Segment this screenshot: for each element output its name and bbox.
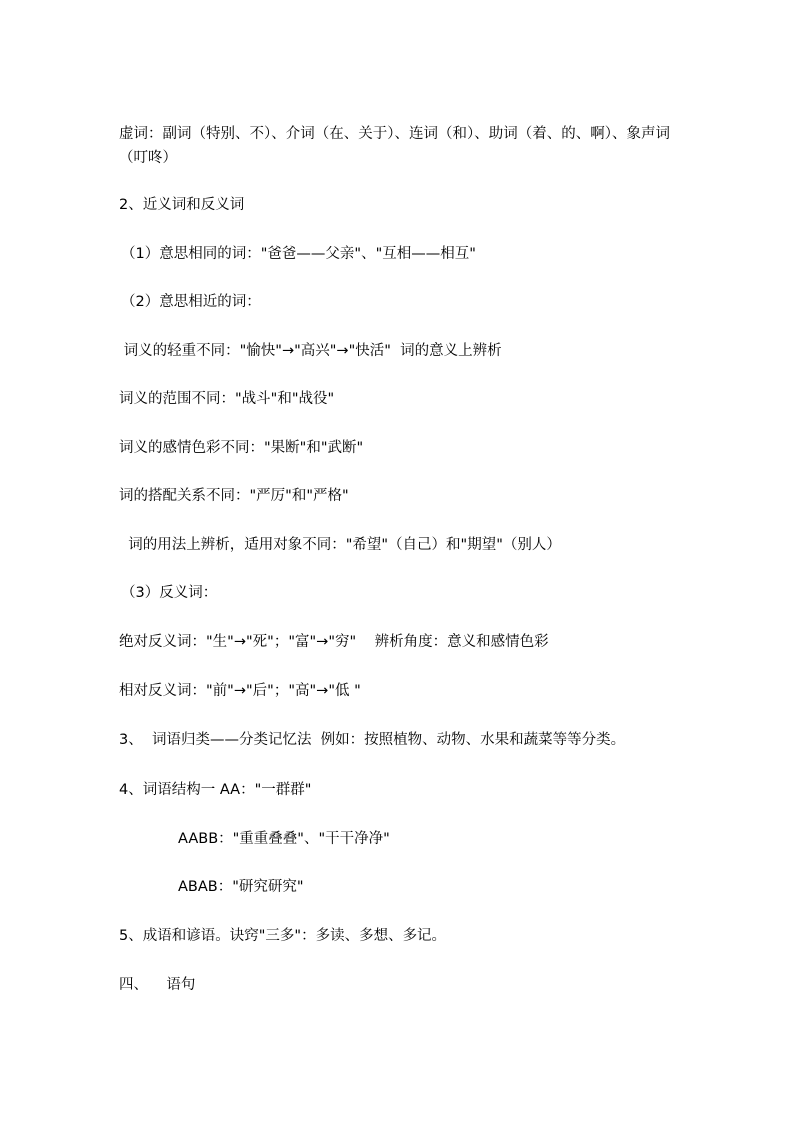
function-words-paragraph: 虚词：副词（特别、不）、介词（在、关于）、连词（和）、助词（着、的、啊）、象声词（叮咚） — [119, 126, 670, 166]
idioms-proverbs-line: 5、成语和谚语。诀窍"三多"：多读、多想、多记。 — [119, 928, 447, 944]
section-heading-sentences: 四、 语句 — [119, 977, 196, 993]
collocation-line: 词的搭配关系不同："严厉"和"严格" — [119, 488, 349, 504]
meaning-weight-line: 词义的轻重不同："愉快"→"高兴"→"快活" 词的意义上辨析 — [119, 343, 502, 359]
relative-antonyms-line: 相对反义词："前"→"后"；"高"→"低 " — [119, 683, 361, 699]
same-meaning-words-line: （1）意思相同的词："爸爸——父亲"、"互相——相互" — [121, 246, 476, 262]
emotional-color-line: 词义的感情色彩不同："果断"和"武断" — [119, 440, 364, 456]
word-classification-line: 3、 词语归类——分类记忆法 例如：按照植物、动物、水果和蔬菜等等分类。 — [119, 732, 626, 748]
word-structure-abab-line: ABAB："研究研究" — [178, 879, 304, 895]
similar-meaning-words-heading: （2）意思相近的词： — [121, 294, 261, 310]
section-heading-synonyms-antonyms: 2、近义词和反义词 — [119, 197, 245, 213]
meaning-scope-line: 词义的范围不同："战斗"和"战役" — [119, 391, 335, 407]
word-structure-aa-line: 4、词语结构一 AA："一群群" — [119, 782, 312, 798]
antonyms-heading: （3）反义词： — [121, 585, 218, 601]
usage-line: 词的用法上辨析，适用对象不同："希望"（自己）和"期望"（别人） — [119, 537, 561, 553]
word-structure-aabb-line: AABB："重重叠叠"、"干干净净" — [178, 831, 390, 847]
absolute-antonyms-line: 绝对反义词："生"→"死"；"富"→"穷" 辨析角度：意义和感情色彩 — [119, 634, 549, 650]
